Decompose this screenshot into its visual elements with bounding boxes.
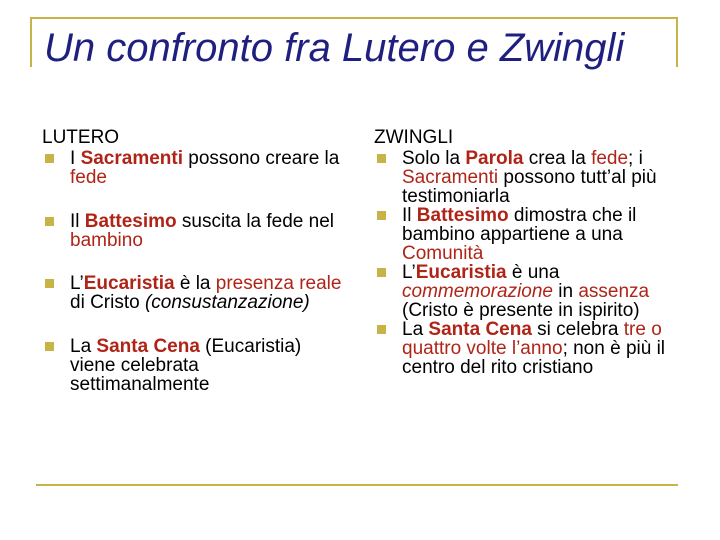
text-segment-highlight: Comunità <box>402 243 484 264</box>
zwingli-item-eucaristia <box>374 263 704 320</box>
slide-title: Un confronto fra Lutero e Zwingli <box>44 26 625 70</box>
text-segment-highlight: Parola <box>465 148 524 169</box>
lutero-column <box>42 128 342 419</box>
lutero-list <box>42 149 342 394</box>
decorative-left-rule <box>30 17 32 67</box>
text-segment: suscita la fede nel <box>176 211 335 232</box>
lutero-item-eucaristia <box>42 274 342 312</box>
text-segment: ; i <box>628 148 643 169</box>
zwingli-heading: ZWINGLI <box>374 127 454 148</box>
bullet-square-icon <box>45 279 54 288</box>
text-segment-highlight-italic: commemorazione <box>402 281 553 302</box>
bullet-square-icon <box>377 325 386 334</box>
text-segment: (Eucaristia) viene celebrata settimanalmente <box>70 336 302 395</box>
text-segment-highlight: Sacramenti <box>402 167 499 188</box>
zwingli-item-parola <box>374 149 704 206</box>
text-segment: si celebra <box>531 319 624 340</box>
decorative-top-rule <box>30 17 678 19</box>
text-segment: Il <box>402 205 417 226</box>
decorative-right-rule <box>676 17 678 67</box>
text-segment-highlight: bambino <box>70 230 143 251</box>
zwingli-item-battesimo <box>374 206 704 263</box>
text-segment-highlight: tre o quattro volte l’anno <box>402 319 662 359</box>
text-segment-highlight: Santa Cena <box>96 336 200 357</box>
bullet-square-icon <box>377 154 386 163</box>
text-segment: è la <box>174 273 216 294</box>
zwingli-column <box>374 128 704 377</box>
bullet-square-icon <box>45 342 54 351</box>
bullet-square-icon <box>45 154 54 163</box>
text-segment-highlight: Battesimo <box>416 205 509 226</box>
text-segment: (Cristo è presente in ispirito) <box>402 300 640 321</box>
text-segment: possono creare la <box>183 148 340 169</box>
text-segment-highlight: presenza reale <box>215 273 342 294</box>
text-segment-highlight: fede <box>70 167 107 188</box>
text-segment: Solo la <box>402 148 466 169</box>
text-segment: crea la <box>523 148 592 169</box>
text-segment-italic: (consustanzazione) <box>144 292 310 313</box>
text-segment: di Cristo <box>70 292 145 313</box>
text-segment: Il <box>70 211 85 232</box>
lutero-heading: LUTERO <box>42 127 120 148</box>
text-segment: L’ <box>402 262 416 283</box>
lutero-item-santa-cena <box>42 337 342 394</box>
text-segment: I <box>70 148 81 169</box>
text-segment-highlight: Sacramenti <box>80 148 184 169</box>
text-segment: possono tutt’al più testimoniarla <box>402 167 657 207</box>
bullet-square-icon <box>45 217 54 226</box>
text-segment-highlight: Santa Cena <box>428 319 532 340</box>
text-segment: è una <box>506 262 560 283</box>
lutero-item-sacramenti <box>42 149 342 187</box>
decorative-bottom-rule <box>36 484 678 486</box>
text-segment-highlight: Eucaristia <box>83 273 175 294</box>
text-segment: ; non è più il centro del rito cristiano <box>402 338 666 378</box>
text-segment-highlight: Battesimo <box>84 211 177 232</box>
text-segment-highlight: assenza <box>578 281 650 302</box>
zwingli-item-santa-cena <box>374 320 704 377</box>
text-segment: L’ <box>70 273 84 294</box>
text-segment: in <box>553 281 579 302</box>
text-segment: dimostra che il bambino appartiene a una <box>402 205 637 245</box>
bullet-square-icon <box>377 211 386 220</box>
zwingli-list <box>374 149 704 377</box>
text-segment: La <box>70 336 97 357</box>
text-segment-highlight: Eucaristia <box>415 262 507 283</box>
bullet-square-icon <box>377 268 386 277</box>
text-segment: La <box>402 319 429 340</box>
text-segment-highlight: fede <box>591 148 629 169</box>
lutero-item-battesimo <box>42 212 342 250</box>
